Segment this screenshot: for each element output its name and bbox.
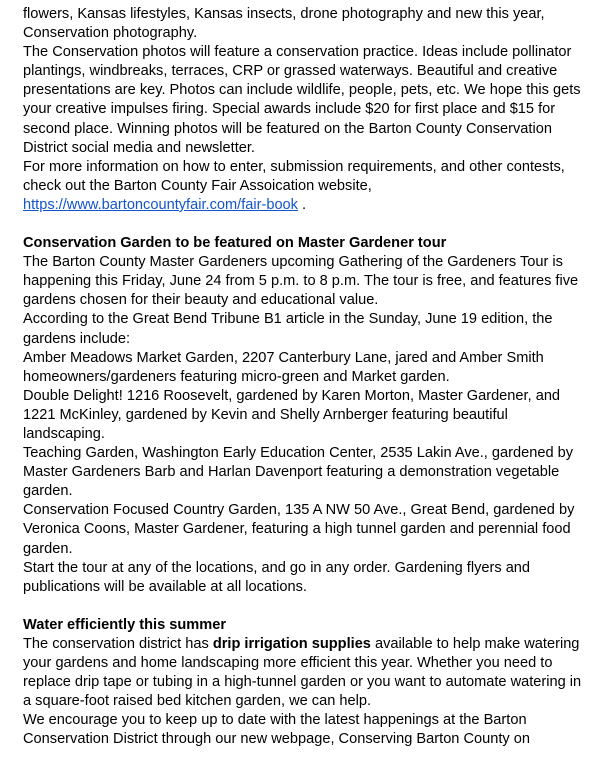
intro-paragraph-3 <box>23 158 582 215</box>
garden-paragraph-5: Teaching Garden, Washington Early Education Center, 2535 Lakin Ave., gardened by Master Gardeners Barb and Harlan Davenport featuring a demonstration vegetable garden. <box>23 445 574 500</box>
water-text-after: available to help make watering your gardens and home landscaping more efficient this year. Whether you need to replace drip tape or tubing in a high-tunnel garden or you want to automate watering in a square-foot raised bed kitchen garden, we can help. <box>23 635 582 710</box>
spacer <box>23 597 582 616</box>
water-paragraph-1 <box>23 635 582 711</box>
intro-paragraph-2: The Conservation photos will feature a conservation practice. Ideas include pollinator plantings, windbreaks, terraces, CRP or grassed waterways. Beautiful and creative presentations are key. Photos can include wildlife, people, pets, etc. We hope this gets your creative impulses firing. Special awards include $20 for first place and $15 for second place. Winning photos will be featured on the Barton County Conservation District social media and newsletter. <box>23 44 581 156</box>
fair-info-text: For more information on how to enter, submission requirements, and other contests, check out the Barton County Fair Assoication website, <box>23 158 565 194</box>
garden-paragraph-1: The Barton County Master Gardeners upcoming Gathering of the Gardeners Tour is happening this Friday, June 24 from 5 p.m. to 8 p.m. The tour is free, and features five gardens chosen for their beauty and educational value. <box>23 254 579 309</box>
garden-paragraph-6: Conservation Focused Country Garden, 135 A NW 50 Ave., Great Bend, gardened by Veronica Coons, Master Gardener, featuring a high tunnel garden and perennial food garden. <box>23 502 575 557</box>
fair-info-tail: . <box>297 196 307 213</box>
garden-tour-heading: Conservation Garden to be featured on Master Gardener tour <box>23 235 447 252</box>
fair-book-link[interactable]: https://www.bartoncountyfair.com/fair-book <box>23 196 298 213</box>
water-paragraph-2: We encourage you to keep up to date with the latest happenings at the Barton Conservation District through our new webpage, Conserving Barton County on <box>23 712 531 748</box>
garden-paragraph-3: Amber Meadows Market Garden, 2207 Canterbury Lane, jared and Amber Smith homeowners/gardeners featuring micro-green and Market garden. <box>23 349 544 385</box>
spacer <box>23 215 582 234</box>
water-text-before: The conservation district has <box>23 635 213 652</box>
garden-paragraph-7: Start the tour at any of the locations, and go in any order. Gardening flyers and publications will be available at all locations. <box>23 559 531 595</box>
intro-paragraph-1: flowers, Kansas lifestyles, Kansas insects, drone photography and new this year, Conservation photography. <box>23 6 545 42</box>
garden-paragraph-4: Double Delight! 1216 Roosevelt, gardened by Karen Morton, Master Gardener, and 1221 McKinley, gardened by Kevin and Shelly Arnberger featuring beautiful landscaping. <box>23 387 561 442</box>
garden-paragraph-2: According to the Great Bend Tribune B1 article in the Sunday, June 19 edition, the gardens include: <box>23 311 553 347</box>
water-heading: Water efficiently this summer <box>23 616 227 633</box>
drip-irrigation-bold: drip irrigation supplies <box>212 635 371 652</box>
